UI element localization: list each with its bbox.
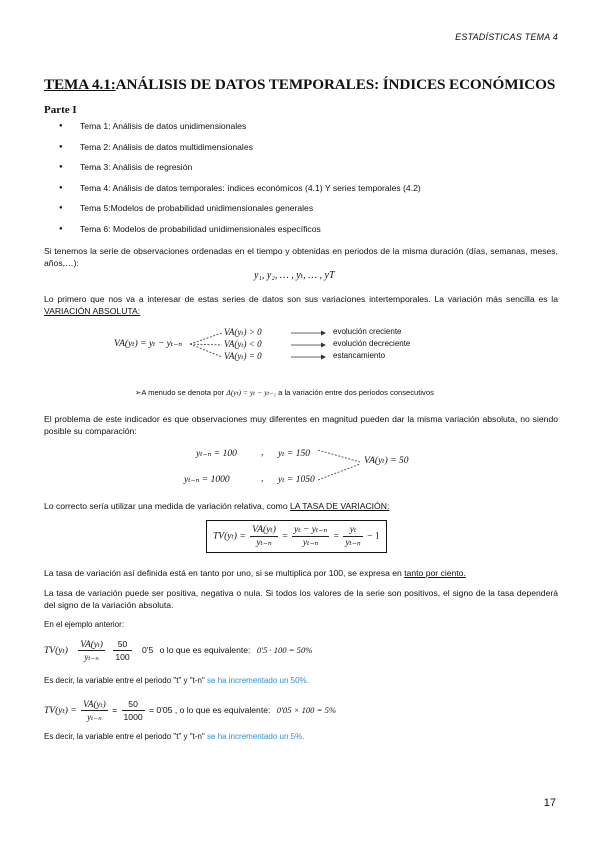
delta-formula: Δ(yₜ) = yₜ − yₜ₋₁ [226, 388, 276, 397]
conclusion-highlight: se ha incrementado un 5%. [207, 732, 305, 741]
section-heading: Parte I [44, 104, 77, 116]
example-row1-prev: yₜ₋ₙ = 100 [196, 449, 237, 459]
fraction [122, 698, 145, 723]
example-arrows [316, 446, 364, 486]
rate-value: = 0'05 [149, 704, 173, 715]
fraction [343, 524, 362, 549]
series-formula: y₁, y₂, … , yₜ, … , yT [254, 270, 335, 281]
denominator: 1000 [123, 712, 143, 722]
list-item: ● Tema 1: Análisis de datos unidimensionales [44, 119, 564, 140]
arrow-head [321, 331, 326, 336]
tv-lhs: TV(yₜ) = [44, 705, 77, 716]
example-intro: En el ejemplo anterior: [44, 620, 125, 629]
paragraph-rate [44, 500, 558, 512]
va-definition: VA(yₜ) = yₜ − yₜ₋ₙ [114, 339, 183, 349]
example-row2-sep: , [261, 474, 264, 484]
dashed-arrow [190, 344, 222, 357]
fraction [78, 638, 105, 663]
dashed-arrow [190, 333, 222, 344]
conclusion-1 [44, 675, 309, 687]
numerator: 50 [122, 698, 145, 711]
paragraph-percent [44, 567, 558, 579]
example-calc-2: TV(yₜ) = $\frac{\text{VA(yₜ)}}{\text{yₜ₋ₙ}}$ = $\frac{50}{1000}$ = 0'05 , o lo que es equivalente: 0'05 × 100 = 5% [44, 699, 337, 722]
equals-sign: = [333, 531, 339, 542]
denominator: 100 [115, 652, 130, 662]
denominator: yₜ₋ₙ [87, 712, 102, 722]
conclusion-text: Es decir, la variable entre el periodo "t" y "t-n" [44, 732, 205, 741]
topic-list [44, 119, 564, 243]
title-text: ANÁLISIS DE DATOS TEMPORALES: ÍNDICES ECONÓMICOS [115, 76, 556, 93]
arrow-head [321, 355, 326, 360]
rate-formula-box [206, 520, 387, 553]
term-rate-of-change: LA TASA DE VARIACIÓN: [290, 501, 390, 511]
va-label-stagnation: estancamiento [333, 351, 386, 360]
equivalence-text: , o lo que es equivalente: [174, 704, 271, 715]
percent-calc: 0'5 · 100 = 50% [256, 644, 313, 655]
example-row1-curr: yₜ = 150 [278, 449, 310, 459]
delta-note [135, 388, 434, 397]
fraction [292, 524, 329, 549]
va-case-zero: VA(yₜ) = 0 [224, 351, 262, 361]
dashed-arrow [318, 450, 360, 462]
percent-calc: 0'05 × 100 = 5% [276, 704, 337, 715]
tv-lhs: TV(yₜ) = [213, 531, 246, 542]
va-label-decreasing: evolución decreciente [333, 339, 411, 348]
equals-sign: = [282, 531, 288, 542]
denominator: yₜ₋ₙ [302, 538, 319, 548]
note-prefix: ➢A menudo se denota por [135, 388, 225, 397]
term-percent: tanto por ciento. [404, 568, 466, 578]
fraction [250, 524, 278, 549]
va-label-growing: evolución creciente [333, 327, 402, 336]
numerator: VA(yₜ) [252, 525, 276, 535]
term-absolute-variation: VARIACIÓN ABSOLUTA: [44, 306, 141, 317]
paragraph-sign: La tasa de variación puede ser positiva, negativa o nula. Si todos los valores de la serie son positivos, el signo de la tasa dependerá del signo de la variación absoluta. [44, 588, 558, 611]
numerator: VA(yₜ) [83, 699, 106, 709]
list-item: ● Tema 5:Modelos de probabilidad unidimensionales generales [44, 201, 564, 222]
title-prefix: TEMA 4.1: [44, 76, 116, 93]
conclusion-text: Es decir, la variable entre el periodo "t" y "t-n" [44, 676, 205, 685]
minus-one: − 1 [367, 531, 380, 542]
list-item: ● Tema 3: Análisis de regresión [44, 160, 564, 181]
numerator: 50 [113, 638, 131, 651]
equivalence-text: o lo que es equivalente: [159, 644, 251, 655]
dashed-arrow [190, 344, 222, 345]
paragraph-problem: El problema de este indicador es que observaciones muy diferentes en magnitud pueden dar la misma variación absoluta, no siendo posible su comparación: [44, 414, 558, 437]
page-number: 17 [543, 797, 556, 809]
example-row1-sep: , [261, 448, 264, 458]
va-case-negative: VA(yₜ) < 0 [224, 339, 262, 349]
denominator: yₜ₋ₙ [84, 652, 99, 662]
va-case-positive: VA(yₜ) > 0 [224, 327, 262, 337]
numerator: VA(yₜ) [80, 639, 103, 649]
rate-value: 0'5 [142, 644, 154, 655]
tv-lhs: TV(yₜ) [44, 645, 68, 656]
conclusion-2 [44, 731, 304, 743]
paragraph-text: Lo correcto sería utilizar una medida de variación relativa, como [44, 501, 288, 511]
fraction [113, 638, 131, 663]
list-item: ● Tema 4: Análisis de datos temporales: índices económicos (4.1) Y series temporales (4.2) [44, 181, 564, 202]
paragraph-series: Si tenemos la serie de observaciones ordenadas en el tiempo y obtenidas en periodos de la misma duración (días, semanas, meses, años,…): [44, 246, 558, 269]
numerator: yₜ − yₜ₋ₙ [294, 525, 328, 535]
running-header: ESTADÍSTICAS TEMA 4 [455, 32, 558, 42]
dashed-arrow [318, 464, 360, 480]
conclusion-highlight: se ha incrementado un 50%. [207, 676, 309, 685]
page-title [44, 76, 555, 94]
arrow-head [321, 343, 326, 348]
example-result: VA(yₜ) = 50 [364, 456, 409, 466]
example-calc-1 [44, 638, 312, 663]
list-item: ● Tema 2: Análisis de datos multidimensionales [44, 140, 564, 161]
paragraph-text: La tasa de variación así definida está en tanto por uno, si se multiplica por 100, se expresa en [44, 568, 402, 578]
denominator: yₜ₋ₙ [256, 538, 272, 548]
paragraph-absolute-variation [44, 293, 558, 318]
example-row2-curr: yₜ = 1050 [278, 475, 315, 485]
note-suffix: a la variación entre dos periodos consecutivos [278, 388, 434, 397]
example-row2-prev: yₜ₋ₙ = 1000 [184, 475, 230, 485]
fraction [81, 698, 108, 723]
denominator: yₜ₋ₙ [345, 538, 361, 548]
paragraph-text: Lo primero que nos va a interesar de estas series de datos son sus variaciones intertemporales. La variación más sencilla es la [44, 294, 558, 304]
list-item: ● Tema 6: Modelos de probabilidad unidimensionales específicos [44, 222, 564, 243]
numerator: yₜ [343, 524, 362, 537]
